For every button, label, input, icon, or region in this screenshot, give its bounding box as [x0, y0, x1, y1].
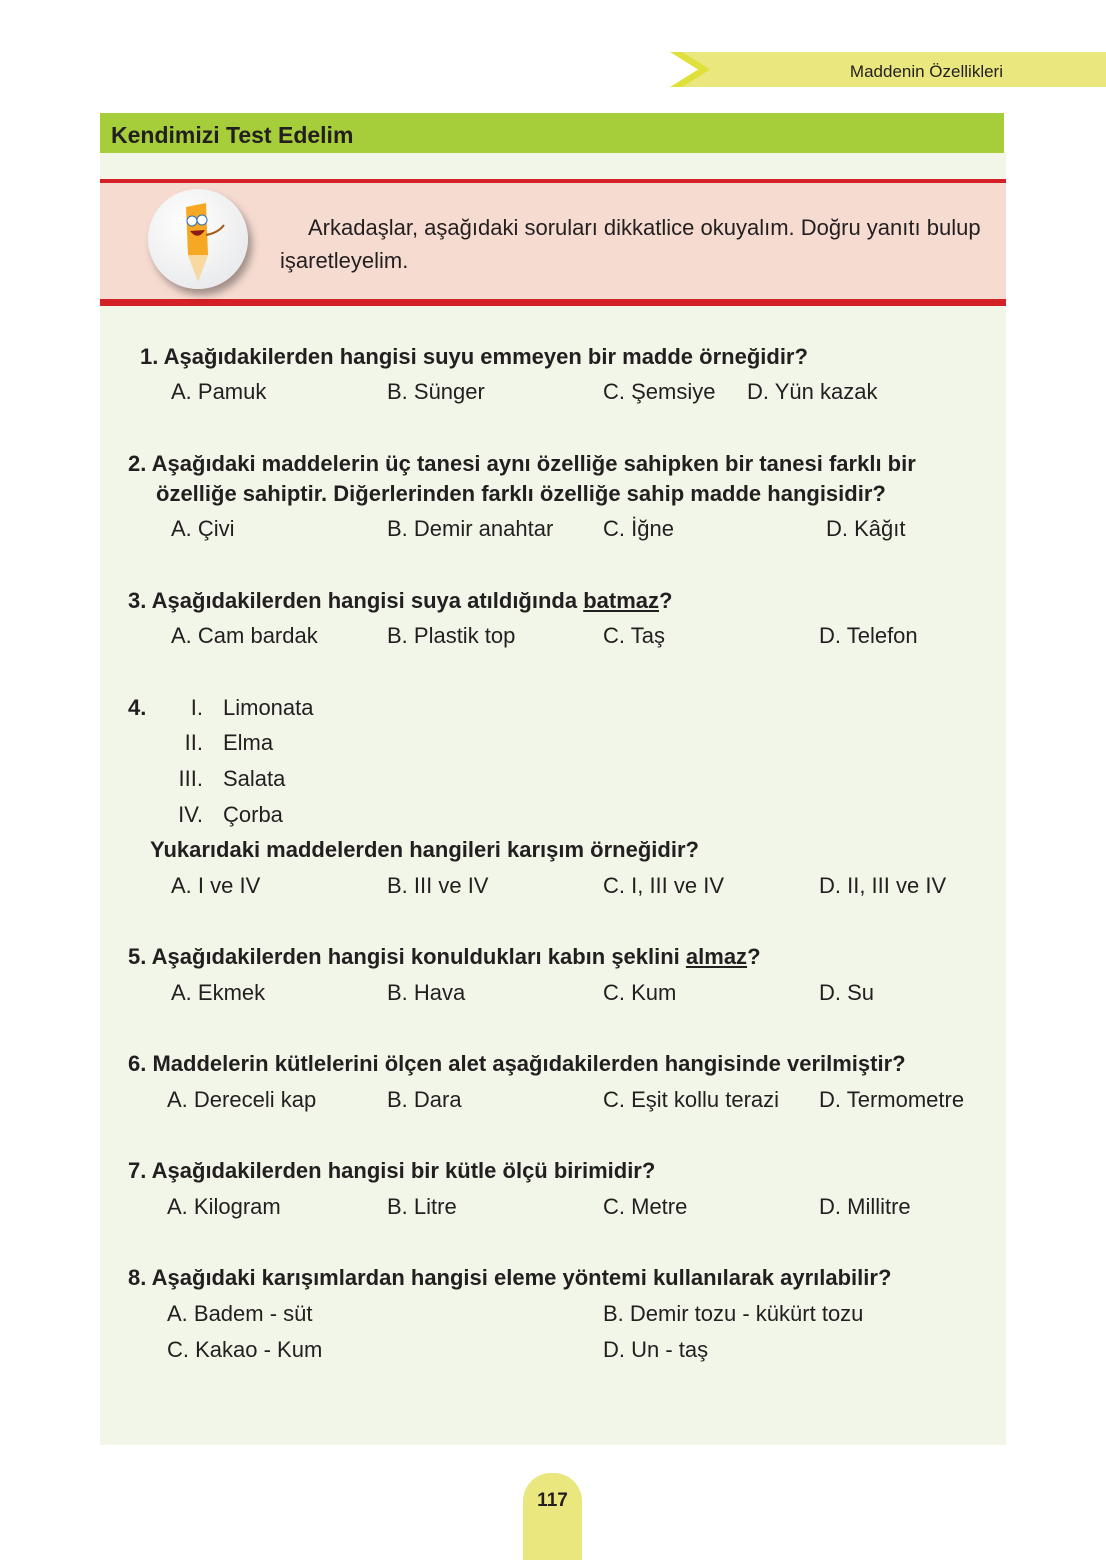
q3-option-b[interactable]: B. Plastik top	[387, 623, 516, 648]
item-text: Limonata	[223, 695, 314, 720]
q4-option-c[interactable]: C. I, III ve IV	[603, 873, 725, 898]
q3-option-d[interactable]: D. Telefon	[819, 623, 918, 648]
q1-option-b[interactable]: B. Sünger	[387, 379, 485, 404]
question-2-line2: özelliğe sahiptir. Diğerlerinden farklı özelliğe sahip madde hangisidir?	[156, 481, 886, 506]
question-2-line1: 2. Aşağıdaki maddelerin üç tanesi aynı özelliğe sahipken bir tanesi farklı bir	[128, 451, 916, 476]
item-numeral: III.	[178, 766, 203, 791]
item-numeral: IV.	[178, 802, 203, 827]
q8-option-d[interactable]: D. Un - taş	[603, 1337, 709, 1362]
q5-option-c[interactable]: C. Kum	[603, 980, 677, 1005]
question-3: 3. Aşağıdakilerden hangisi suya atıldığında batmaz?	[128, 588, 673, 613]
question-1: 1. Aşağıdakilerden hangisi suyu emmeyen bir madde örneğidir?	[140, 344, 808, 369]
pencil-mascot-icon	[148, 189, 248, 289]
question-5: 5. Aşağıdakilerden hangisi konuldukları kabın şeklini almaz?	[128, 944, 761, 969]
q1-option-d[interactable]: D. Yün kazak	[747, 379, 878, 404]
section-title: Kendimizi Test Edelim	[111, 122, 354, 148]
question-8: 8. Aşağıdaki karışımlardan hangisi eleme yöntemi kullanılarak ayrılabilir?	[128, 1265, 892, 1290]
question-7: 7. Aşağıdakilerden hangisi bir kütle ölçü birimidir?	[128, 1158, 656, 1183]
intro-box	[100, 179, 1006, 306]
q2-option-b[interactable]: B. Demir anahtar	[387, 516, 554, 541]
q1-option-a[interactable]: A. Pamuk	[171, 379, 267, 404]
question-4-number: 4.	[128, 695, 147, 720]
intro-text: Arkadaşlar, aşağıdaki soruları dikkatlice okuyalım. Doğru yanıtı bulup işaretleyelim.	[280, 215, 981, 273]
q5-option-b[interactable]: B. Hava	[387, 980, 466, 1005]
q2-option-a[interactable]: A. Çivi	[171, 516, 235, 541]
q7-option-a[interactable]: A. Kilogram	[167, 1194, 281, 1219]
q5-option-d[interactable]: D. Su	[819, 980, 875, 1005]
q3-option-c[interactable]: C. Taş	[603, 623, 665, 648]
item-numeral: II.	[184, 730, 203, 755]
q4-option-d[interactable]: D. II, III ve IV	[819, 873, 947, 898]
item-text: Çorba	[223, 802, 283, 827]
item-text: Elma	[223, 730, 274, 755]
q2-option-d[interactable]: D. Kâğıt	[826, 516, 906, 541]
q2-option-c[interactable]: C. İğne	[603, 516, 674, 541]
q6-option-a[interactable]: A. Dereceli kap	[167, 1087, 317, 1112]
q7-option-d[interactable]: D. Millitre	[819, 1194, 911, 1219]
question-6: 6. Maddelerin kütlelerini ölçen alet aşağıdakilerden hangisinde verilmiştir?	[128, 1051, 906, 1076]
page-number: 117	[537, 1490, 568, 1511]
q5-option-a[interactable]: A. Ekmek	[171, 980, 266, 1005]
q3-option-a[interactable]: A. Cam bardak	[171, 623, 318, 648]
chapter-title: Maddenin Özellikleri	[849, 62, 1003, 81]
q8-option-b[interactable]: B. Demir tozu - kükürt tozu	[603, 1301, 864, 1326]
q4-option-a[interactable]: A. I ve IV	[171, 873, 261, 898]
chapter-header	[670, 52, 1106, 87]
q8-option-c[interactable]: C. Kakao - Kum	[167, 1337, 323, 1362]
q4-option-b[interactable]: B. III ve IV	[387, 873, 489, 898]
section-title-bar	[100, 113, 1004, 153]
item-text: Salata	[223, 766, 286, 791]
page-number-tab	[523, 1473, 582, 1560]
item-numeral: I.	[190, 695, 203, 720]
q7-option-c[interactable]: C. Metre	[603, 1194, 688, 1219]
question-4: Yukarıdaki maddelerden hangileri karışım örneğidir?	[150, 837, 699, 862]
q6-option-c[interactable]: C. Eşit kollu terazi	[603, 1087, 780, 1112]
q6-option-d[interactable]: D. Termometre	[819, 1087, 965, 1112]
q6-option-b[interactable]: B. Dara	[387, 1087, 462, 1112]
q8-option-a[interactable]: A. Badem - süt	[167, 1301, 313, 1326]
q1-option-c[interactable]: C. Şemsiye	[603, 379, 716, 404]
q7-option-b[interactable]: B. Litre	[387, 1194, 457, 1219]
